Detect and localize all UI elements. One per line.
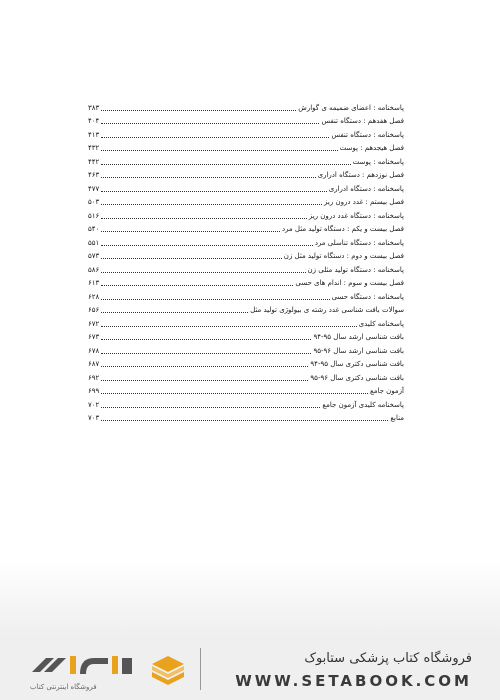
toc-entry-title: بافت شناسی ارشد سال ۹۶-۹۵ <box>313 346 404 355</box>
toc-entry <box>88 261 404 275</box>
toc-dot-leader <box>101 258 282 259</box>
toc-entry-page: ۶۹۲ <box>88 373 100 382</box>
toc-entry <box>88 248 404 262</box>
toc-entry <box>88 113 404 127</box>
toc-entry-page: ۴۱۳ <box>88 130 100 139</box>
toc-entry-title: پاسخنامه : دستگاه ادراری <box>328 184 404 193</box>
toc-entry-page: ۶۱۳ <box>88 279 100 287</box>
page-fade <box>0 560 500 640</box>
toc-entry <box>88 140 404 154</box>
toc-dot-leader <box>101 177 315 178</box>
toc-entry-title: سوالات بافت شناسی غدد رشته ی بیولوژی تولید مثل <box>250 306 404 314</box>
toc-dot-leader <box>101 380 308 381</box>
toc-entry-page: ۷۰۲ <box>88 400 100 409</box>
toc-dot-leader <box>101 326 356 327</box>
toc-entry-page: ۵۴۰ <box>88 225 100 233</box>
toc-entry-page: ۵۷۳ <box>88 252 100 260</box>
toc-dot-leader <box>101 245 313 246</box>
toc-entry-title: بافت شناسی ارشد سال ۹۵-۹۴ <box>313 333 404 341</box>
toc-entry <box>88 396 404 410</box>
toc-dot-leader <box>101 272 305 273</box>
toc-entry-page: ۴۷۷ <box>88 184 100 193</box>
footer-text <box>235 651 472 690</box>
toc-entry-page: ۵۱۶ <box>88 211 100 220</box>
toc-entry-title: پاسخنامه کلیدی <box>358 319 404 328</box>
toc-dot-leader <box>101 150 337 151</box>
toc-entry-title: فصل نوزدهم : دستگاه ادراری <box>317 171 404 179</box>
toc-entry-title: منابع <box>390 414 404 422</box>
logo-subtitle: فروشگاه اینترنتی کتاب <box>30 683 97 691</box>
toc-dot-leader <box>101 110 296 111</box>
toc-dot-leader <box>101 299 329 300</box>
toc-entry <box>88 234 404 248</box>
toc-entry-page: ۵۸۶ <box>88 265 100 274</box>
toc-entry-page: ۷۰۳ <box>88 414 100 422</box>
toc-entry <box>88 410 404 424</box>
toc-dot-leader <box>101 393 368 394</box>
toc-entry-title: پاسخنامه : دستگاه تولید مثلی زن <box>307 265 404 274</box>
book-stack-icon <box>148 652 188 692</box>
toc-entry <box>88 342 404 356</box>
toc-entry-page: ۶۸۷ <box>88 360 100 368</box>
toc-entry <box>88 329 404 343</box>
toc-dot-leader <box>101 420 388 421</box>
toc-entry-title: فصل بیست و سوم : اندام های حسی <box>295 279 404 287</box>
toc-entry <box>88 275 404 289</box>
toc-entry-page: ۶۹۹ <box>88 387 100 395</box>
toc-dot-leader <box>101 312 248 313</box>
setabook-logo <box>28 650 138 680</box>
toc-entry-title: پاسخنامه : دستگاه تناسلی مرد <box>314 238 404 247</box>
toc-dot-leader <box>101 366 308 367</box>
toc-entry <box>88 153 404 167</box>
toc-entry-title: پاسخنامه : اعضای ضمیمه ی گوارش <box>298 103 404 112</box>
toc-dot-leader <box>101 339 311 340</box>
toc-entry-page: ۶۲۸ <box>88 292 100 301</box>
store-name: فروشگاه کتاب پزشکی ستابوک <box>304 651 472 666</box>
toc-dot-leader <box>101 204 322 205</box>
toc-entry-page: ۴۳۲ <box>88 144 100 152</box>
toc-entry <box>88 383 404 397</box>
toc-entry <box>88 194 404 208</box>
toc-entry-page: ۶۷۸ <box>88 346 100 355</box>
toc-entry-page: ۶۷۲ <box>88 319 100 328</box>
toc-entry-title: پاسخنامه : دستگاه غدد درون ریز <box>308 211 404 220</box>
toc-entry <box>88 207 404 221</box>
toc-dot-leader <box>101 231 280 232</box>
toc-dot-leader <box>101 218 307 219</box>
table-of-contents <box>88 99 404 423</box>
toc-entry <box>88 126 404 140</box>
toc-entry <box>88 180 404 194</box>
toc-entry-title: پاسخنامه کلیدی آزمون جامع <box>322 400 404 409</box>
toc-entry <box>88 167 404 181</box>
toc-entry <box>88 356 404 370</box>
toc-entry-title: فصل هفدهم : دستگاه تنفس <box>321 117 404 125</box>
store-url: WWW.SETABOOK.COM <box>235 672 472 690</box>
toc-entry-page: ۴۰۴ <box>88 117 100 125</box>
toc-entry <box>88 369 404 383</box>
toc-entry-title: پاسخنامه : پوست <box>352 157 404 166</box>
toc-entry-page: ۶۵۶ <box>88 306 100 314</box>
toc-entry-title: فصل هیجدهم : پوست <box>339 144 404 152</box>
toc-entry-title: پاسخنامه : دستگاه حسی <box>331 292 404 301</box>
toc-entry <box>88 288 404 302</box>
toc-entry-title: فصل بیست و یکم : دستگاه تولید مثل مرد <box>281 225 404 233</box>
toc-entry-page: ۴۴۲ <box>88 157 100 166</box>
toc-dot-leader <box>101 191 326 192</box>
toc-entry <box>88 221 404 235</box>
toc-dot-leader <box>101 353 311 354</box>
toc-entry-page: ۶۷۳ <box>88 333 100 341</box>
toc-dot-leader <box>101 123 319 124</box>
toc-entry <box>88 99 404 113</box>
footer-divider <box>200 648 201 690</box>
toc-entry-page: ۵۰۳ <box>88 198 100 206</box>
toc-entry-title: پاسخنامه : دستگاه تنفس <box>331 130 404 139</box>
toc-dot-leader <box>101 407 320 408</box>
toc-entry-title: بافت شناسی دکتری سال ۹۶-۹۵ <box>310 373 404 382</box>
toc-entry-page: ۴۶۳ <box>88 171 100 179</box>
toc-dot-leader <box>101 137 329 138</box>
toc-entry-title: فصل بیست و دوم : دستگاه تولید مثل زن <box>283 252 404 260</box>
toc-entry <box>88 302 404 316</box>
toc-entry-page: ۳۸۳ <box>88 103 100 112</box>
toc-entry-page: ۵۵۱ <box>88 238 100 247</box>
toc-dot-leader <box>101 285 293 286</box>
toc-entry-title: فصل بیستم : غدد درون ریز <box>324 198 404 206</box>
toc-entry-title: بافت شناسی دکتری سال ۹۵-۹۴ <box>310 360 404 368</box>
toc-entry <box>88 315 404 329</box>
toc-entry-title: آزمون جامع <box>370 387 404 395</box>
toc-dot-leader <box>101 164 350 165</box>
